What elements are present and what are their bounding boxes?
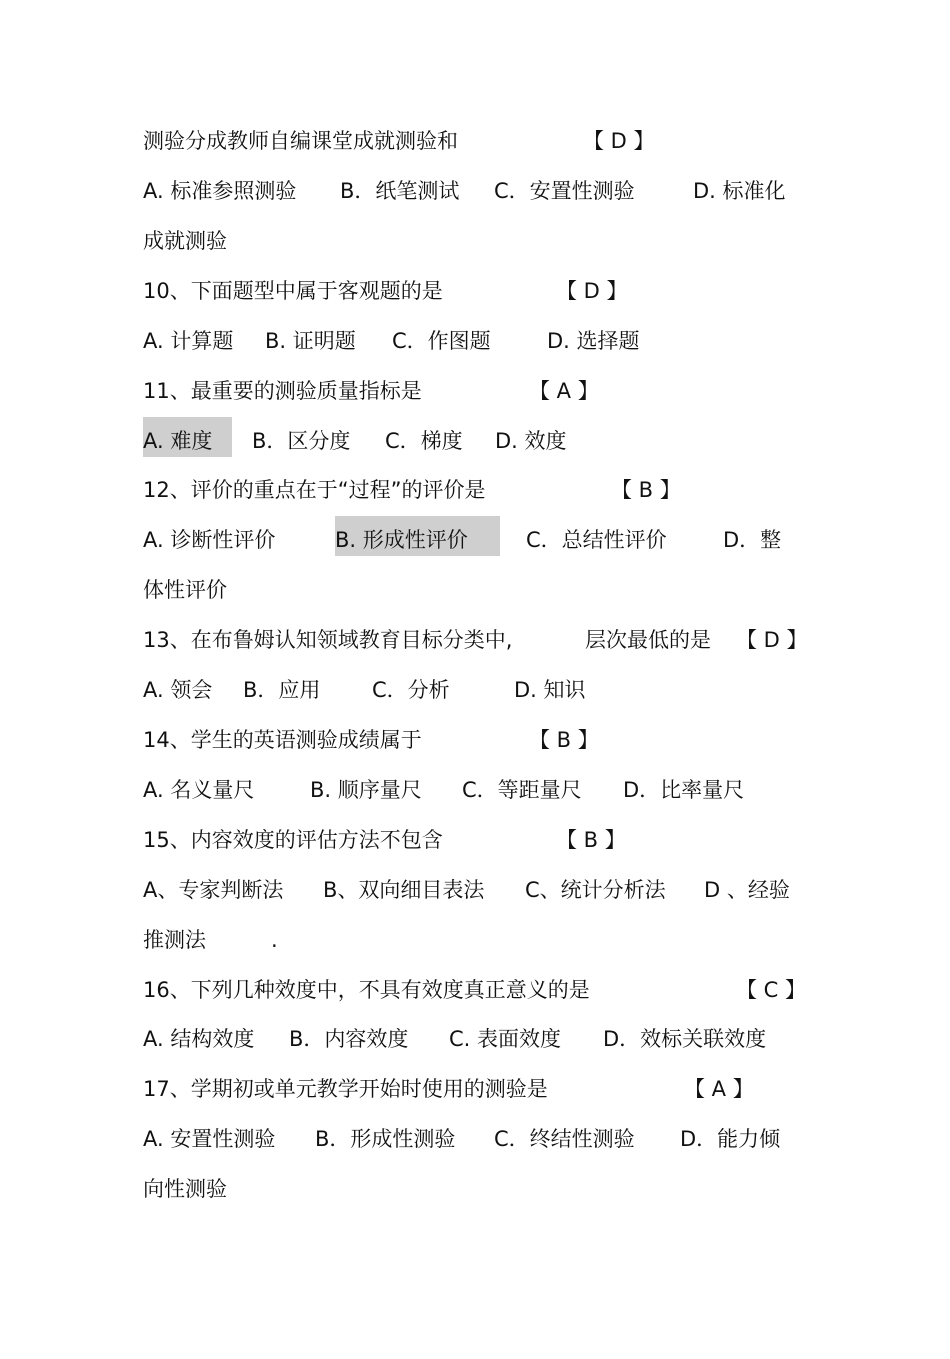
option-a: A. 领会 (143, 678, 213, 702)
option-d: D. 知识 (514, 678, 586, 702)
option-a: A. 结构效度 (143, 1027, 255, 1051)
question-13-stem-line (143, 620, 808, 660)
option-a: A. 标准参照测验 (143, 179, 297, 203)
answer-bracket: 【 A 】 (684, 1077, 754, 1101)
option-b: B．内容效度 (289, 1027, 409, 1051)
option-b: B．应用 (243, 678, 321, 702)
option-d: D．整 (723, 528, 782, 552)
option-continuation: 推测法 (143, 928, 206, 952)
option-a: A. 难度 (143, 429, 213, 453)
option-continuation: 成就测验 (143, 229, 227, 253)
option-b: B、双向细目表法 (323, 878, 485, 902)
option-d: D. 效度 (495, 429, 567, 453)
option-b: B. 顺序量尺 (310, 778, 422, 802)
option-b: B. 形成性评价 (335, 528, 468, 552)
option-d: D．比率量尺 (623, 778, 745, 802)
question-11-stem-line (143, 371, 599, 411)
question-stem: 测验分成教师自编课堂成就测验和 (143, 129, 458, 153)
option-continuation: 向性测验 (143, 1177, 227, 1201)
question-stem: 17、学期初或单元教学开始时使用的测验是 (143, 1077, 548, 1101)
option-b: B．区分度 (252, 429, 351, 453)
question-9-stem-line (143, 121, 655, 161)
option-b: B．纸笔测试 (340, 179, 460, 203)
answer-bracket: 【 D 】 (556, 279, 628, 303)
option-c: C．等距量尺 (462, 778, 582, 802)
question-9-continuation-line (143, 221, 227, 261)
option-b: B. 证明题 (265, 329, 356, 353)
answer-bracket: 【 B 】 (529, 728, 599, 752)
option-c: C．作图题 (392, 329, 491, 353)
question-16-options-line (143, 1019, 767, 1059)
question-13-options-line (143, 670, 586, 710)
option-c: C．安置性测验 (494, 179, 635, 203)
option-continuation: 体性评价 (143, 578, 227, 602)
question-stem: 16、下列几种效度中，不具有效度真正意义的是 (143, 978, 590, 1002)
question-stem-cont: 层次最低的是 (585, 628, 711, 652)
question-14-options-line (143, 770, 745, 810)
option-b: B．形成性测验 (315, 1127, 456, 1151)
option-c: C．终结性测验 (494, 1127, 635, 1151)
option-a: A. 安置性测验 (143, 1127, 276, 1151)
option-a: A. 名义量尺 (143, 778, 255, 802)
question-17-continuation-line (143, 1169, 227, 1209)
question-stem: 13、在布鲁姆认知领域教育目标分类中, (143, 628, 513, 652)
answer-bracket: 【 D 】 (736, 628, 808, 652)
question-stem: 15、内容效度的评估方法不包含 (143, 828, 443, 852)
option-d: D．能力倾 (680, 1127, 781, 1151)
question-stem: 12、评价的重点在于“过程”的评价是 (143, 478, 486, 502)
question-15-stem-line (143, 820, 626, 860)
question-17-stem-line (143, 1069, 754, 1109)
question-10-stem-line (143, 271, 628, 311)
question-14-stem-line (143, 720, 599, 760)
option-d: D．效标关联效度 (603, 1027, 767, 1051)
question-15-options-line (143, 870, 790, 910)
question-10-options-line (143, 321, 640, 361)
option-a: A. 计算题 (143, 329, 234, 353)
answer-bracket: 【 D 】 (583, 129, 655, 153)
trailing-dot: . (271, 928, 278, 952)
question-16-stem-line (143, 970, 807, 1010)
option-a: A. 诊断性评价 (143, 528, 276, 552)
question-12-options-line (143, 520, 782, 560)
answer-bracket: 【 A 】 (529, 379, 599, 403)
question-17-options-line (143, 1119, 781, 1159)
answer-bracket: 【 B 】 (556, 828, 626, 852)
option-d: D. 选择题 (547, 329, 640, 353)
option-c: C．总结性评价 (526, 528, 667, 552)
question-12-continuation-line (143, 570, 227, 610)
option-c: C、统计分析法 (525, 878, 666, 902)
question-stem: 14、学生的英语测验成绩属于 (143, 728, 422, 752)
question-11-options-line (143, 421, 567, 461)
option-d: D. 标准化 (693, 179, 786, 203)
answer-bracket: 【 B 】 (611, 478, 681, 502)
question-15-continuation-line (143, 920, 278, 960)
option-c: C．分析 (372, 678, 450, 702)
option-c: C. 表面效度 (449, 1027, 562, 1051)
answer-bracket: 【 C 】 (736, 978, 807, 1002)
question-stem: 10、下面题型中属于客观题的是 (143, 279, 443, 303)
option-a: A、专家判断法 (143, 878, 284, 902)
option-c: C．梯度 (385, 429, 463, 453)
question-12-stem-line (143, 470, 681, 510)
question-stem: 11、最重要的测验质量指标是 (143, 379, 422, 403)
question-9-options-line (143, 171, 786, 211)
option-d: D 、经验 (704, 878, 790, 902)
